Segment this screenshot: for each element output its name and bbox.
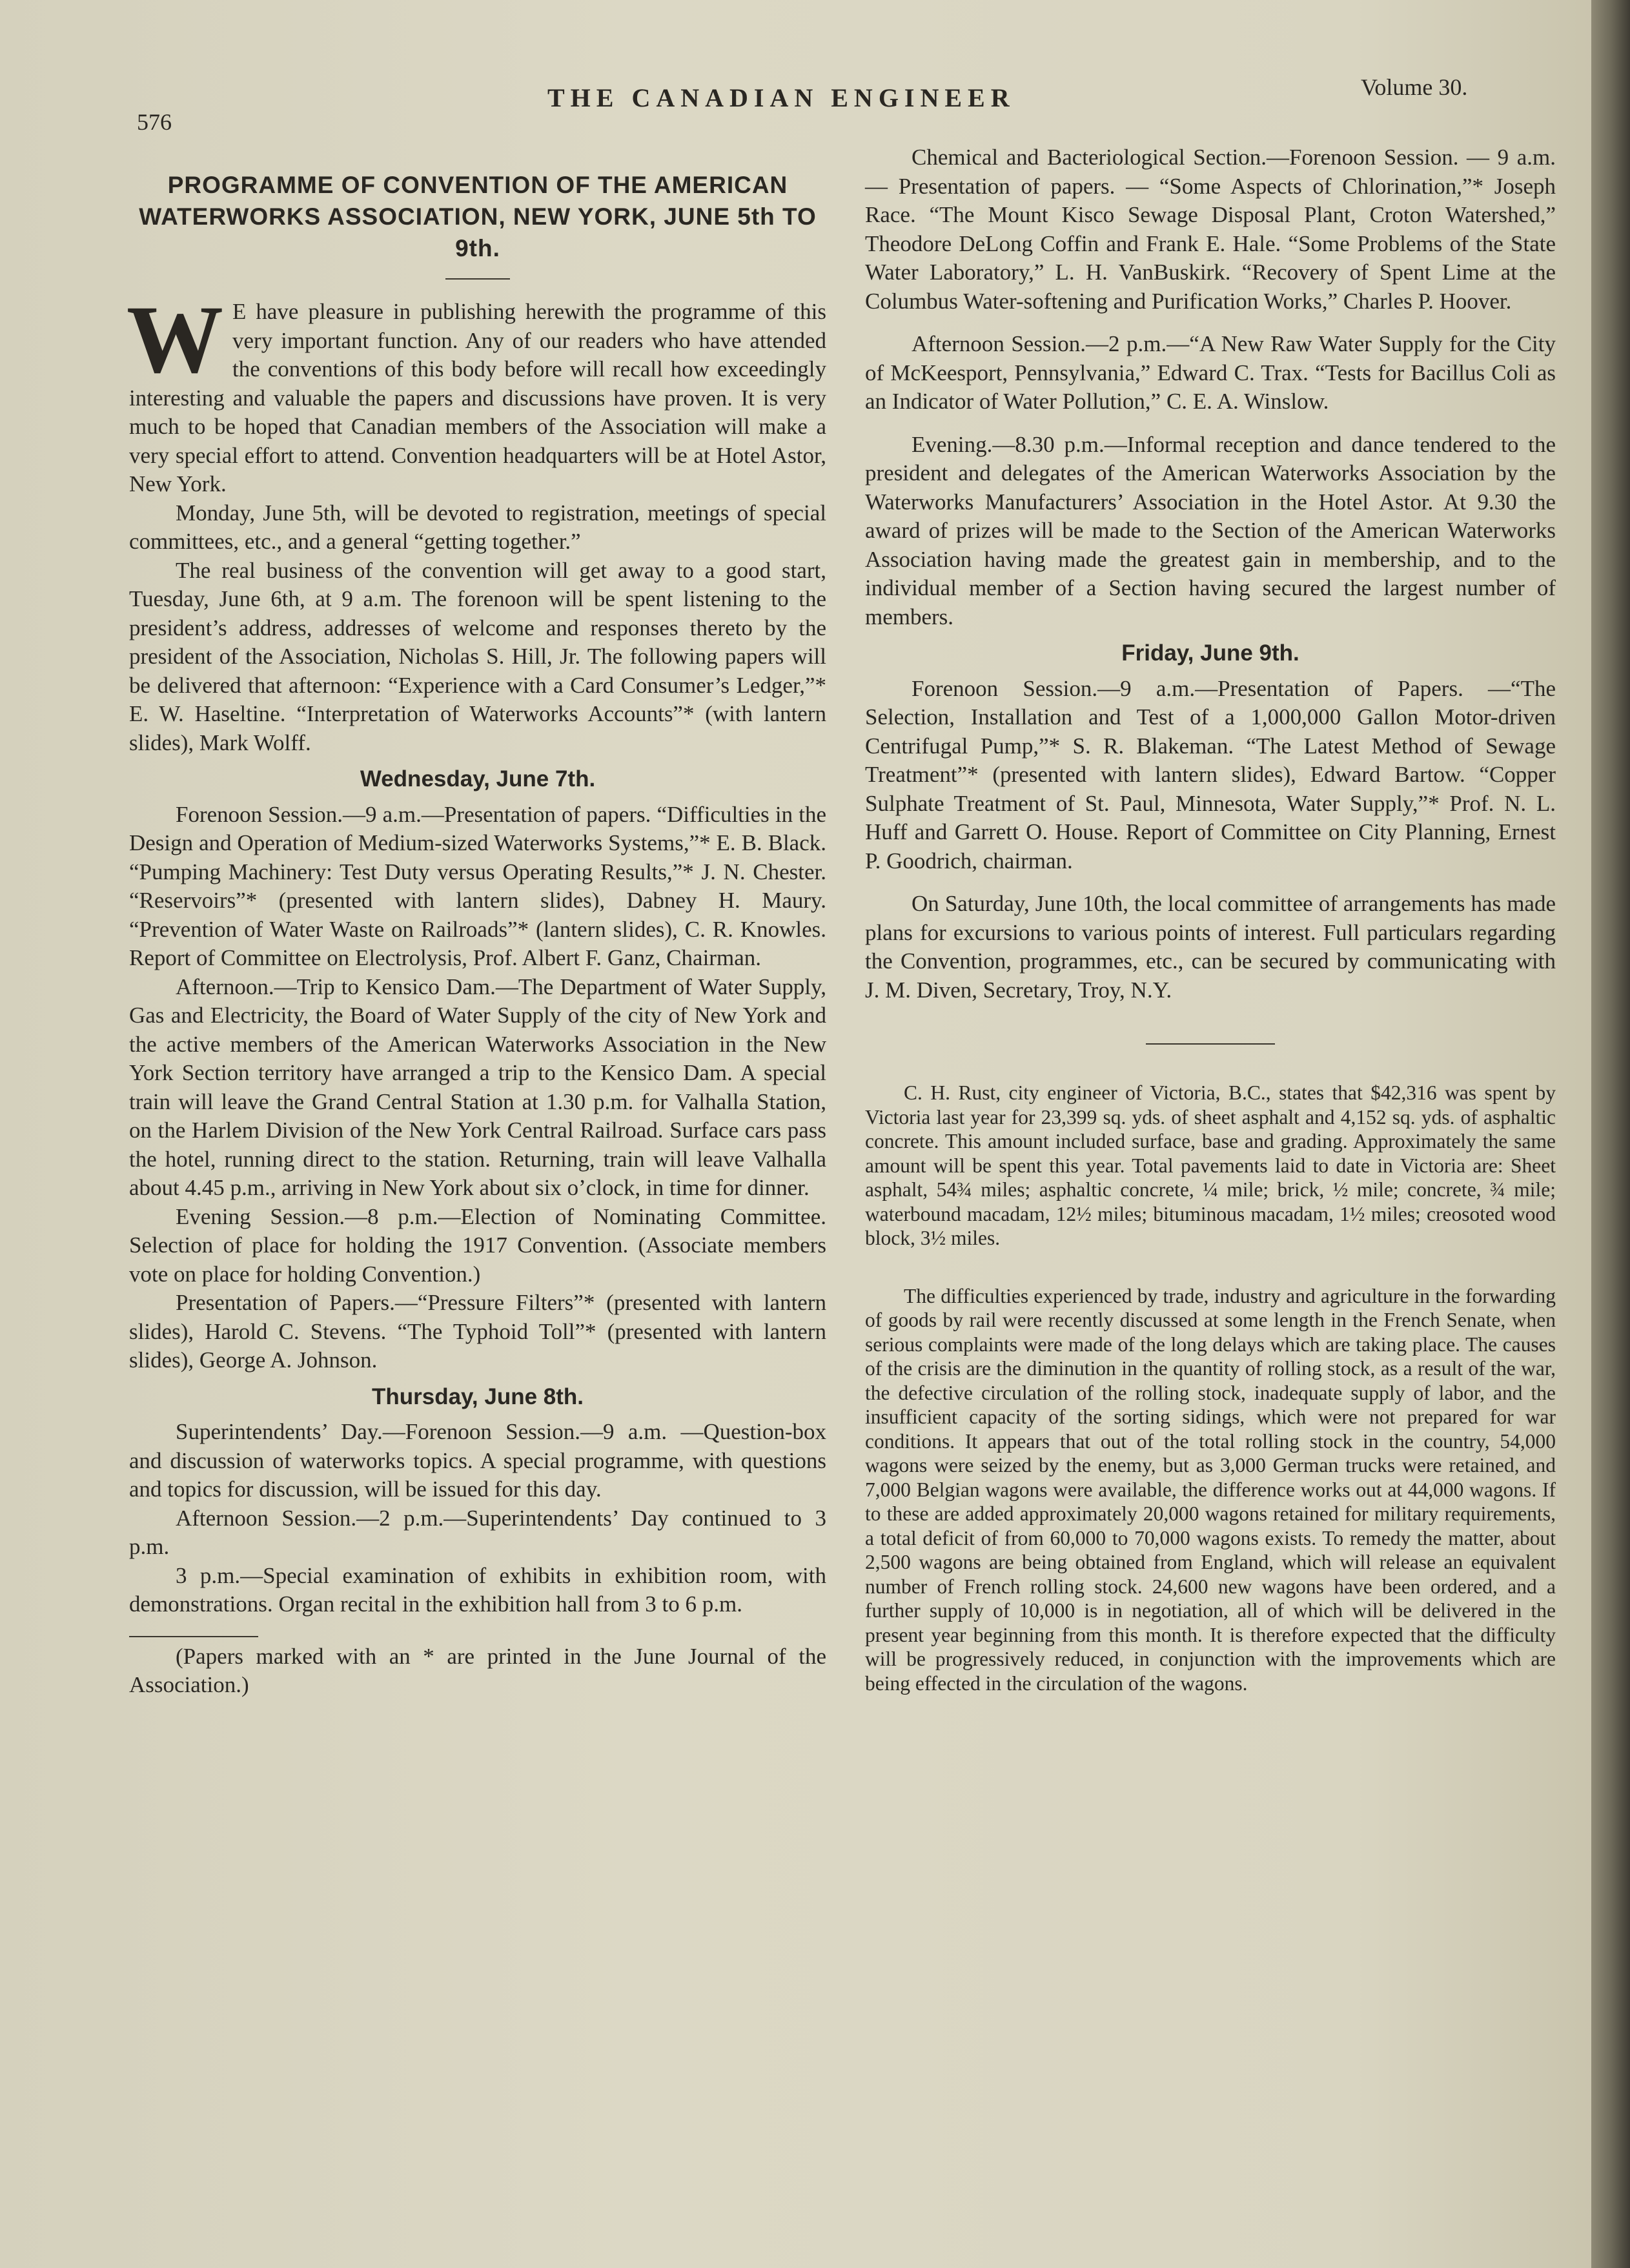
wednesday-heading: Wednesday, June 7th. (360, 766, 596, 792)
tuesday-paragraph: The real business of the convention will get away to a good start, Tuesday, June 6th, at 9 a.m. The forenoon will be spent listening to the president’s address, addresses of welcome and responses thereto by the president of the Association, Nicholas S. Hill, Jr. The following papers will be delivered that afternoon: “Experience with a Card Consumer’s Ledger,”* E. W. Haseltine. “Interpretation of Waterworks Accounts”* (with lantern slides), Mark Wolff. (129, 557, 826, 755)
thursday-exhibits: 3 p.m.—Special examination of exhibits in exhibition room, with demonstrations. Organ recital in the exhibition hall from 3 to 6 p.m. (129, 1562, 826, 1617)
intro-text: E have pleasure in publishing herewith the programme of this very important function. Any of our readers who have attended the conventions of this body before will recall how exceedingly interesting and valuable the papers and discussions have proven. It is very much to be hoped that Canadian members of the Association will make a very special effort to attend. Convention headquarters will be at Hotel Astor, New York. (129, 299, 826, 496)
french-rail-item: The difficulties experienced by trade, industry and agriculture in the forwarding of goods by rail were recently discussed at some length in the French Senate, when serious complaints were made of the long delays which are taking place. The causes of the crisis are the diminution in the quantity of rolling stock, as a result of the war, the defective circulation of the rolling stock, inadequate supply of labor, and the insufficient capacity of the sorting sidings, which were not prepared for war conditions. It appears that out of the total rolling stock in the country, 54,000 wagons were seized by the enemy, but as 3,000 German trucks were retained, and 7,000 Belgian wagons were available, the difference works out at 44,000 wagons. If to these are added approximately 20,000 wagons retained for military requirements, a total deficit of from 60,000 to 70,000 wagons exists. To remedy the matter, about 2,500 wagons are being obtained from England, which will release an equivalent number of French rolling stock. 24,600 new wagons have been ordered, and a further supply of 10,000 is in negotiation, all of which will be delivered in the present year beginning from this month. It is therefore expected that the difficulty will be progressively reduced, in conjunction with the improvements which are being effected in the circulation of the wagons. (865, 1284, 1556, 1695)
thursday-afternoon: Afternoon Session.—2 p.m.—Superintendents’ Day continued to 3 p.m. (129, 1505, 826, 1559)
wednesday-papers: Presentation of Papers.—“Pressure Filters”* (presented with lantern slides), Harold C. Stevens. “The Typhoid Toll”* (presented with lantern slides), George A. Johnson. (129, 1290, 826, 1373)
title-divider (445, 278, 510, 280)
page-number: 576 (137, 109, 172, 135)
volume-label: Volume 30. (1361, 74, 1468, 100)
friday-forenoon: Forenoon Session.—9 a.m.—Presentation of Papers. —“The Selection, Installation and Test of a 1,000,000 Gallon Motor-driven Centrifugal Pump,”* S. R. Blakeman. “The Latest Method of Sewage Treatment”* (presented with lantern slides), Edward Bartow. “Copper Sulphate Treatment of St. Paul, Minnesota, Water Supply,”* Prof. N. L. Huff and Garrett O. House. Report of Committee on City Planning, Ernest P. Goodrich, chairman. (865, 675, 1556, 873)
evening-reception: Evening.—8.30 p.m.—Informal reception and dance tendered to the president and delegates of the American Waterworks Association by the Waterworks Manufacturers’ Association in the Hotel Astor. At 9.30 the award of prizes will be made to the Section of the American Waterworks Association having made the greatest gain in membership, and to the individual member of a Section having secured the largest number of members. (865, 431, 1556, 629)
drop-cap: W (127, 286, 223, 393)
chemical-section: Chemical and Bacteriological Section.—Forenoon Session. — 9 a.m. — Presentation of papers. — “Some Aspects of Chlorination,”* Joseph Race. “The Mount Kisco Sewage Disposal Plant, Croton Watershed,” Theodore DeLong Coffin and Frank E. Hale. “Some Problems of the State Water Laboratory,” L. H. VanBuskirk. “Recovery of Spent Lime at the Columbus Water-softening and Purification Works,” Charles P. Hoover. (865, 145, 1556, 314)
thursday-forenoon: Superintendents’ Day.—Forenoon Session.—9 a.m. —Question-box and discussion of waterworks topics. A special programme, with questions and topics for discussion, will be issued for this day. (129, 1419, 826, 1502)
footnote-divider (129, 1636, 258, 1637)
monday-paragraph: Monday, June 5th, will be devoted to registration, meetings of special committees, etc., and a general “getting together.” (129, 500, 826, 554)
left-column (129, 169, 826, 1700)
friday-heading: Friday, June 9th. (1121, 640, 1299, 666)
wednesday-afternoon-papers: Afternoon Session.—2 p.m.—“A New Raw Water Supply for the City of McKeesport, Pennsylvania,” Edward C. Trax. “Tests for Bacillus Coli as an Indicator of Water Pollution,” C. E. A. Winslow. (865, 331, 1556, 414)
article-title: PROGRAMME OF CONVENTION OF THE AMERICAN WATERWORKS ASSOCIATION, NEW YORK, JUNE 5th TO 9th. (139, 172, 817, 261)
wednesday-forenoon: Forenoon Session.—9 a.m.—Presentation of papers. “Difficulties in the Design and Operation of Medium-sized Waterworks Systems,”* E. B. Black. “Pumping Machinery: Test Duty versus Operating Results,”* J. N. Chester. “Reservoirs”* (presented with lantern slides), Dabney H. Maury. “Prevention of Water Waste on Railroads”* (lantern slides), C. R. Knowles. Report of Committee on Electrolysis, Prof. Albert F. Ganz, Chairman. (129, 801, 826, 970)
wednesday-evening: Evening Session.—8 p.m.—Election of Nominating Committee. Selection of place for holding the 1917 Convention. (Associate members vote on place for holding Convention.) (129, 1203, 826, 1287)
saturday-excursions: On Saturday, June 10th, the local committee of arrangements has made plans for excursions to various points of interest. Full particulars regarding the Convention, programmes, etc., can be secured by communicating with J. M. Diven, Secretary, Troy, N.Y. (865, 891, 1556, 1003)
wednesday-afternoon: Afternoon.—Trip to Kensico Dam.—The Department of Water Supply, Gas and Electricity, the Board of Water Supply of the city of New York and the active members of the American Waterworks Association in the New York Section territory have arranged a trip to the Kensico Dam. A special train will leave the Grand Central Station at 1.30 p.m. for Valhalla Station, on the Harlem Division of the New York Central Railroad. Surface cars pass the hotel, running direct to the station. Returning, train will leave Valhalla about 4.45 p.m., arriving in New York about six o’clock, in time for dinner. (129, 974, 826, 1200)
victoria-paving-item: C. H. Rust, city engineer of Victoria, B.C., states that $42,316 was spent by Victoria last year for 23,399 sq. yds. of sheet asphalt and 4,152 sq. yds. of asphaltic concrete. This amount included surface, base and grading. Approximately the same amount will be spent this year. Total pavements laid to date in Victoria are: Sheet asphalt, 54¾ miles; asphaltic concrete, ¼ mile; brick, ½ mile; concrete, ¾ mile; waterbound macadam, 12½ miles; bituminous macadam, 1½ miles; creosoted wood block, 3½ miles. (865, 1081, 1556, 1249)
footnote: (Papers marked with an * are printed in the June Journal of the Association.) (129, 1643, 826, 1697)
thursday-heading: Thursday, June 8th. (371, 1384, 584, 1409)
intro-paragraph (127, 286, 826, 499)
journal-title: THE CANADIAN ENGINEER (547, 83, 1015, 112)
book-spine (1591, 0, 1630, 2268)
section-divider (1146, 1043, 1275, 1045)
right-column (865, 143, 1556, 1695)
news-items (865, 1081, 1556, 1695)
